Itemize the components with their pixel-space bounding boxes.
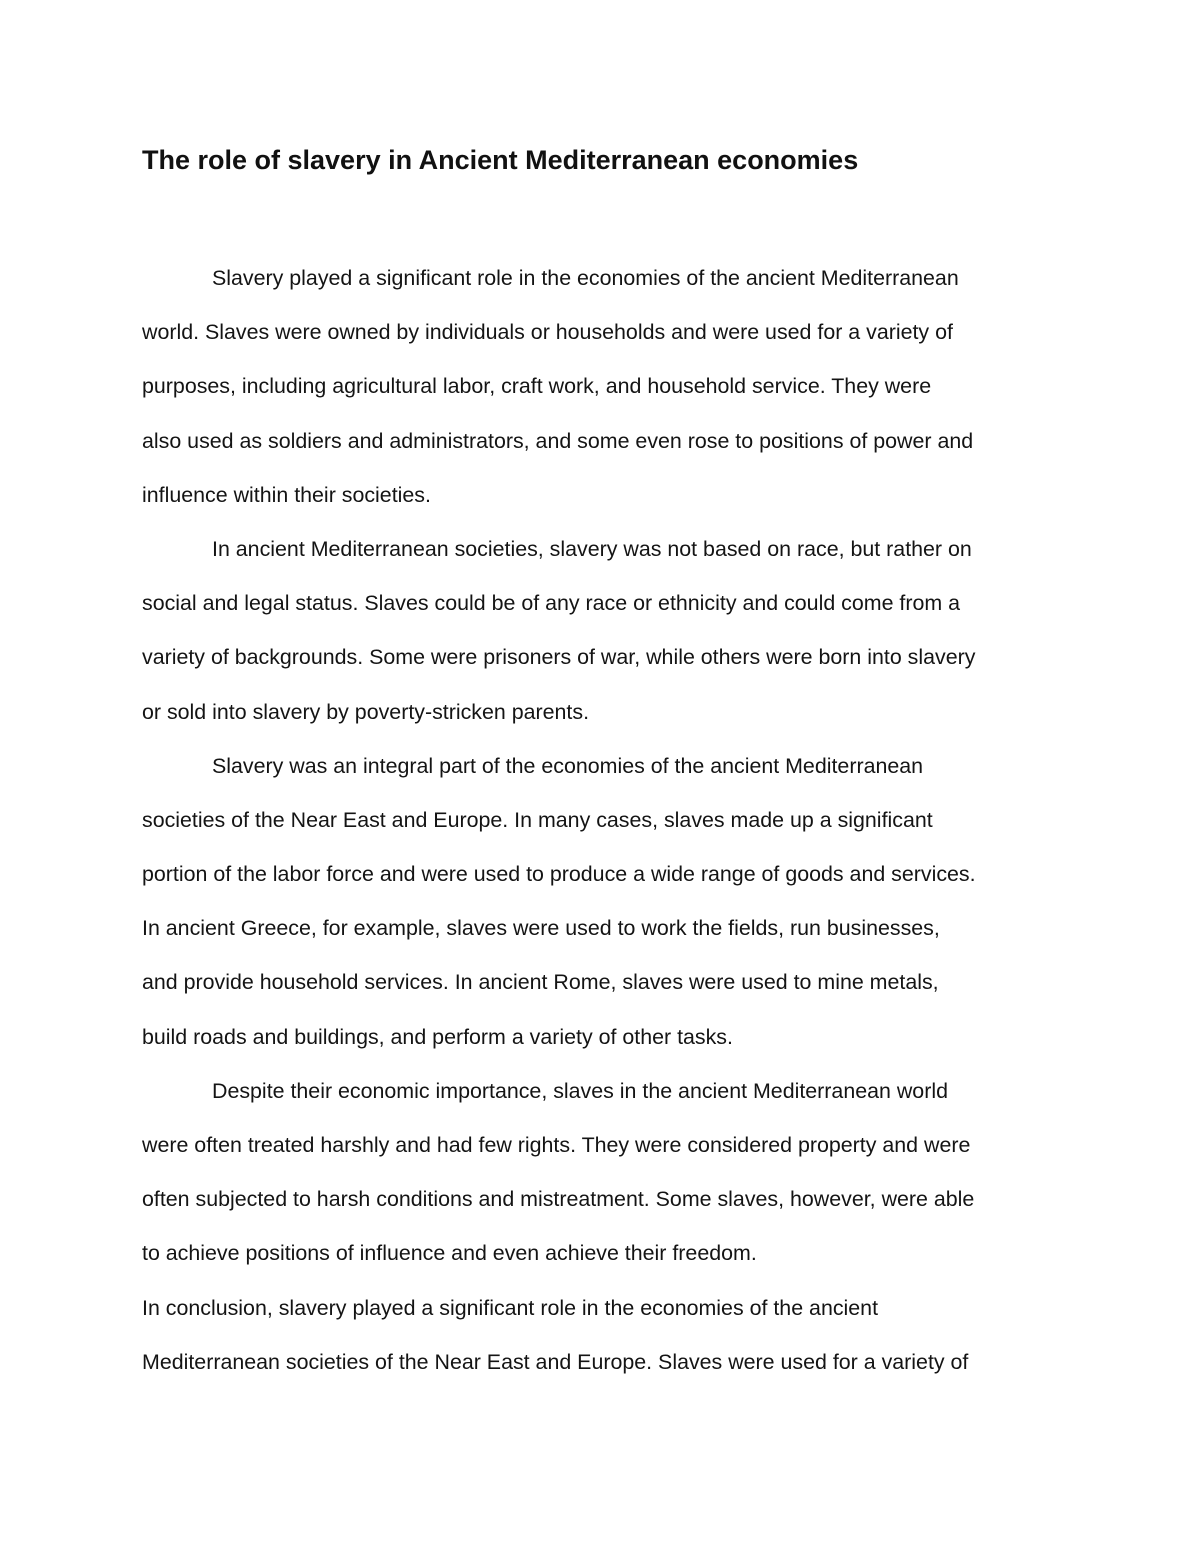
paragraph-1-line-5: influence within their societies. bbox=[142, 482, 431, 507]
paragraph-5-line-1: In conclusion, slavery played a significant role in the economies of the ancient bbox=[142, 1295, 879, 1320]
document-title: The role of slavery in Ancient Mediterranean economies bbox=[142, 145, 859, 175]
paragraph-3-line-3: portion of the labor force and were used to produce a wide range of goods and services. bbox=[142, 862, 976, 887]
paragraph-3-line-5: and provide household services. In ancient Rome, slaves were used to mine metals, bbox=[142, 970, 939, 995]
paragraph-1-line-3: purposes, including agricultural labor, craft work, and household service. They were bbox=[142, 374, 932, 399]
paragraph-1-line-1: Slavery played a significant role in the economies of the ancient Mediterranean bbox=[212, 266, 959, 290]
paragraph-4-line-4: to achieve positions of influence and even achieve their freedom. bbox=[142, 1241, 757, 1266]
paragraph-3-line-1: Slavery was an integral part of the economies of the ancient Mediterranean bbox=[212, 753, 924, 778]
paragraph-2-line-1: In ancient Mediterranean societies, slavery was not based on race, but rather on bbox=[212, 536, 972, 561]
paragraph-5-line-2: Mediterranean societies of the Near East and Europe. Slaves were used for a variety of bbox=[142, 1349, 969, 1374]
paragraph-3-line-6: build roads and buildings, and perform a variety of other tasks. bbox=[142, 1024, 733, 1049]
paragraph-4-line-3: often subjected to harsh conditions and mistreatment. Some slaves, however, were able bbox=[142, 1187, 975, 1212]
paragraph-1-line-2: world. Slaves were owned by individuals or households and were used for a variety of bbox=[142, 320, 953, 345]
paragraph-4-line-2: were often treated harshly and had few rights. They were considered property and were bbox=[142, 1133, 971, 1157]
paragraph-2-line-3: variety of backgrounds. Some were prisoners of war, while others were born into slavery bbox=[142, 645, 976, 670]
document-body bbox=[142, 258, 1072, 1396]
paragraph-2-line-2: social and legal status. Slaves could be of any race or ethnicity and could come from a bbox=[142, 591, 961, 616]
paragraph-1-line-4: also used as soldiers and administrators, and some even rose to positions of power and bbox=[142, 428, 974, 453]
paragraph-4-line-1: Despite their economic importance, slaves in the ancient Mediterranean world bbox=[212, 1078, 948, 1103]
paragraph-3-line-4: In ancient Greece, for example, slaves were used to work the fields, run businesses, bbox=[142, 916, 940, 941]
paragraph-3-line-2: societies of the Near East and Europe. In many cases, slaves made up a significant bbox=[142, 807, 933, 832]
paragraph-2-line-4: or sold into slavery by poverty-stricken parents. bbox=[142, 699, 590, 724]
